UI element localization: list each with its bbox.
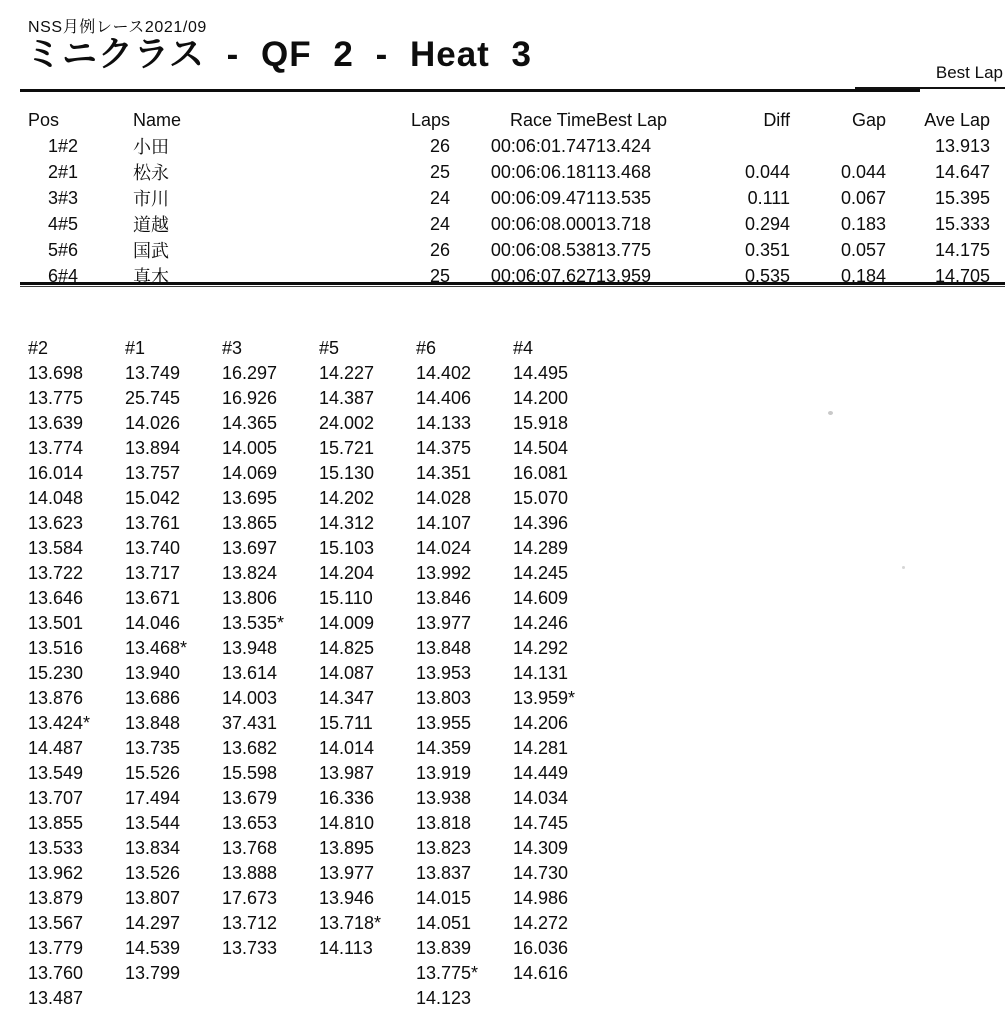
lap-time: 13.639 <box>28 413 84 433</box>
lap-time: 13.682 <box>222 738 278 758</box>
lap-column-header: #1 <box>125 338 146 358</box>
lap-time: 13.487 <box>28 988 84 1008</box>
result-row <box>28 237 990 263</box>
cell-diff: 0.044 <box>744 161 790 182</box>
cell-car: #2 <box>58 135 79 156</box>
lap-time: 15.130 <box>319 463 375 483</box>
lap-time: 14.227 <box>319 363 375 383</box>
lap-time: 13.775* <box>416 963 479 983</box>
lap-time: 13.946 <box>319 888 375 908</box>
lap-time: 13.848 <box>125 713 181 733</box>
lap-time: 15.598 <box>222 763 278 783</box>
cell-pos: 6 <box>47 265 58 286</box>
cell-car: #3 <box>58 187 79 208</box>
cell-car: #5 <box>58 213 79 234</box>
cell-diff: 0.535 <box>744 265 790 286</box>
lap-time: 13.824 <box>222 563 278 583</box>
cell-pos: 5 <box>47 239 58 260</box>
cell-gap: 0.184 <box>840 265 886 286</box>
result-row <box>28 133 990 159</box>
lap-column-header: #6 <box>416 338 437 358</box>
cell-best-lap: 13.775 <box>596 239 652 260</box>
lap-time: 14.204 <box>319 563 375 583</box>
lap-time: 14.375 <box>416 438 472 458</box>
lap-time: 13.760 <box>28 963 84 983</box>
cell-name: 市川 <box>133 189 169 209</box>
cell-ave-lap: 15.333 <box>934 213 990 234</box>
cell-ave-lap: 13.913 <box>934 135 990 156</box>
lap-time: 13.733 <box>222 938 278 958</box>
cell-best-lap: 13.718 <box>596 213 652 234</box>
lap-time: 14.069 <box>222 463 278 483</box>
best-lap-corner-label: Best Lap <box>855 63 1005 89</box>
lap-time: 14.131 <box>513 663 569 683</box>
cell-race-time: 00:06:06.181 <box>490 161 596 182</box>
cell-car: #1 <box>58 161 79 182</box>
lap-time: 14.087 <box>319 663 375 683</box>
lap-column-header: #4 <box>513 338 534 358</box>
lap-time: 13.855 <box>28 813 84 833</box>
table-divider <box>20 282 1005 287</box>
lap-time: 13.940 <box>125 663 181 683</box>
lap-time: 14.024 <box>416 538 472 558</box>
col-header-best-lap: Best Lap <box>596 110 668 130</box>
lap-time: 14.009 <box>319 613 375 633</box>
lap-time: 14.133 <box>416 413 472 433</box>
lap-time: 13.735 <box>125 738 181 758</box>
lap-time: 13.653 <box>222 813 278 833</box>
lap-time: 13.501 <box>28 613 84 633</box>
cell-gap: 0.044 <box>840 161 886 182</box>
lap-time: 13.953 <box>416 663 472 683</box>
lap-time: 14.048 <box>28 488 84 508</box>
col-header-pos: Pos <box>28 110 60 130</box>
lap-time: 13.533 <box>28 838 84 858</box>
lap-column-5 <box>319 336 416 1011</box>
lap-time: 14.402 <box>416 363 472 383</box>
lap-time: 13.848 <box>416 638 472 658</box>
title-divider <box>20 89 920 92</box>
lap-time: 14.495 <box>513 363 569 383</box>
lap-time: 14.005 <box>222 438 278 458</box>
cell-name: 国武 <box>133 241 169 261</box>
lap-time: 14.312 <box>319 513 375 533</box>
lap-time: 14.272 <box>513 913 569 933</box>
lap-time: 13.516 <box>28 638 84 658</box>
cell-laps: 26 <box>429 135 450 156</box>
lap-time: 14.365 <box>222 413 278 433</box>
lap-time: 13.955 <box>416 713 472 733</box>
lap-time: 14.202 <box>319 488 375 508</box>
cell-race-time: 00:06:08.538 <box>490 239 596 260</box>
lap-time: 13.468* <box>125 638 188 658</box>
lap-time: 15.526 <box>125 763 181 783</box>
event-title: NSS月例レース2021/09 <box>28 19 207 36</box>
lap-time: 16.014 <box>28 463 84 483</box>
lap-time: 14.347 <box>319 688 375 708</box>
lap-time: 13.888 <box>222 863 278 883</box>
lap-column-4 <box>513 336 610 1011</box>
lap-time: 24.002 <box>319 413 375 433</box>
lap-time: 15.721 <box>319 438 375 458</box>
lap-time: 13.919 <box>416 763 472 783</box>
cell-gap: 0.057 <box>840 239 886 260</box>
lap-time: 13.761 <box>125 513 181 533</box>
cell-diff: 0.351 <box>744 239 790 260</box>
cell-gap: 0.067 <box>840 187 886 208</box>
lap-time: 17.673 <box>222 888 278 908</box>
lap-time: 13.779 <box>28 938 84 958</box>
lap-time: 14.123 <box>416 988 472 1008</box>
lap-time: 15.103 <box>319 538 375 558</box>
lap-time: 13.707 <box>28 788 84 808</box>
cell-gap <box>790 133 886 159</box>
lap-column-1 <box>125 336 222 1011</box>
lap-time: 13.717 <box>125 563 181 583</box>
cell-race-time: 00:06:09.471 <box>490 187 596 208</box>
cell-car: #4 <box>58 265 79 286</box>
lap-time: 13.806 <box>222 588 278 608</box>
cell-laps: 25 <box>429 161 450 182</box>
lap-time: 15.230 <box>28 663 84 683</box>
lap-time: 14.406 <box>416 388 472 408</box>
lap-time: 14.539 <box>125 938 181 958</box>
lap-time: 14.387 <box>319 388 375 408</box>
lap-time: 15.918 <box>513 413 569 433</box>
cell-gap: 0.183 <box>840 213 886 234</box>
col-header-name: Name <box>133 110 182 130</box>
result-row <box>28 211 990 237</box>
lap-time: 13.584 <box>28 538 84 558</box>
lap-time: 13.718* <box>319 913 382 933</box>
lap-time: 14.616 <box>513 963 569 983</box>
cell-laps: 25 <box>429 265 450 286</box>
lap-time: 13.757 <box>125 463 181 483</box>
lap-time: 13.959* <box>513 688 576 708</box>
lap-time: 13.623 <box>28 513 84 533</box>
results-header-row <box>28 108 990 133</box>
lap-time: 13.839 <box>416 938 472 958</box>
cell-diff <box>700 133 790 159</box>
lap-time: 15.042 <box>125 488 181 508</box>
lap-time: 13.879 <box>28 888 84 908</box>
lap-time: 13.977 <box>319 863 375 883</box>
lap-time: 13.987 <box>319 763 375 783</box>
lap-time: 14.825 <box>319 638 375 658</box>
lap-time: 13.977 <box>416 613 472 633</box>
lap-chart <box>28 336 610 1011</box>
lap-time: 14.113 <box>319 938 373 958</box>
lap-time: 13.799 <box>125 963 181 983</box>
lap-time: 14.449 <box>513 763 569 783</box>
cell-best-lap: 13.959 <box>596 265 652 286</box>
lap-time: 13.698 <box>28 363 84 383</box>
lap-time: 13.846 <box>416 588 472 608</box>
col-header-car <box>58 108 133 133</box>
cell-ave-lap: 14.175 <box>934 239 990 260</box>
lap-time: 13.722 <box>28 563 84 583</box>
result-row <box>28 185 990 211</box>
lap-time: 13.671 <box>125 588 181 608</box>
cell-best-lap: 13.535 <box>596 187 652 208</box>
lap-time: 13.424* <box>28 713 91 733</box>
lap-time: 13.774 <box>28 438 84 458</box>
cell-pos: 4 <box>47 213 58 234</box>
lap-time: 14.028 <box>416 488 472 508</box>
lap-time: 14.986 <box>513 888 569 908</box>
lap-time: 13.837 <box>416 863 472 883</box>
scan-speck <box>828 411 833 415</box>
lap-time: 14.810 <box>319 813 375 833</box>
lap-time: 13.992 <box>416 563 472 583</box>
lap-time: 13.646 <box>28 588 84 608</box>
cell-name: 真木 <box>133 267 169 287</box>
lap-column-6 <box>416 336 513 1011</box>
lap-time: 16.926 <box>222 388 278 408</box>
lap-time: 16.336 <box>319 788 375 808</box>
scan-speck <box>902 566 905 569</box>
lap-column-header: #3 <box>222 338 243 358</box>
cell-name: 道越 <box>133 215 169 235</box>
lap-time: 15.110 <box>319 588 373 608</box>
col-header-gap: Gap <box>851 110 886 130</box>
lap-time: 13.962 <box>28 863 84 883</box>
lap-time: 16.297 <box>222 363 278 383</box>
cell-pos: 1 <box>47 135 58 156</box>
lap-time: 14.014 <box>319 738 375 758</box>
lap-column-3 <box>222 336 319 1011</box>
lap-time: 13.749 <box>125 363 181 383</box>
lap-time: 14.351 <box>416 463 472 483</box>
lap-time: 14.026 <box>125 413 181 433</box>
cell-name: 小田 <box>133 137 169 157</box>
lap-time: 13.544 <box>125 813 181 833</box>
lap-time: 13.948 <box>222 638 278 658</box>
lap-time: 13.535* <box>222 613 285 633</box>
lap-time: 14.745 <box>513 813 569 833</box>
lap-time: 13.807 <box>125 888 181 908</box>
col-header-race-time: Race Time <box>509 110 596 130</box>
lap-time: 14.359 <box>416 738 472 758</box>
page-title: ミニクラス - QF 2 - Heat 3 <box>26 35 533 74</box>
lap-time: 13.876 <box>28 688 84 708</box>
lap-time: 14.206 <box>513 713 569 733</box>
lap-time: 14.487 <box>28 738 84 758</box>
lap-time: 13.938 <box>416 788 472 808</box>
cell-laps: 26 <box>429 239 450 260</box>
lap-time: 13.768 <box>222 838 278 858</box>
lap-time: 25.745 <box>125 388 181 408</box>
lap-time: 16.036 <box>513 938 569 958</box>
cell-ave-lap: 15.395 <box>934 187 990 208</box>
lap-time: 17.494 <box>125 788 181 808</box>
lap-time: 14.015 <box>416 888 472 908</box>
col-header-ave-lap: Ave Lap <box>924 110 990 130</box>
lap-time: 14.730 <box>513 863 569 883</box>
lap-time: 14.504 <box>513 438 569 458</box>
lap-column-header: #2 <box>28 338 49 358</box>
lap-time: 13.894 <box>125 438 181 458</box>
lap-time: 37.431 <box>222 713 278 733</box>
lap-time: 15.711 <box>319 713 373 733</box>
results-table <box>28 108 990 289</box>
lap-time: 13.526 <box>125 863 181 883</box>
lap-time: 13.818 <box>416 813 472 833</box>
cell-ave-lap: 14.647 <box>934 161 990 182</box>
lap-time: 13.549 <box>28 763 84 783</box>
lap-time: 13.865 <box>222 513 278 533</box>
lap-time: 13.614 <box>222 663 278 683</box>
lap-time: 14.289 <box>513 538 569 558</box>
lap-time: 13.695 <box>222 488 278 508</box>
cell-laps: 24 <box>429 187 450 208</box>
lap-time: 13.823 <box>416 838 472 858</box>
cell-best-lap: 13.424 <box>596 135 652 156</box>
cell-race-time: 00:06:08.000 <box>490 213 596 234</box>
lap-time: 13.679 <box>222 788 278 808</box>
lap-time: 14.051 <box>416 913 472 933</box>
lap-time: 14.281 <box>513 738 569 758</box>
lap-time: 14.046 <box>125 613 181 633</box>
lap-time: 13.740 <box>125 538 181 558</box>
cell-pos: 2 <box>47 161 58 182</box>
results-body <box>28 133 990 289</box>
lap-time: 14.396 <box>513 513 569 533</box>
lap-time: 13.775 <box>28 388 84 408</box>
cell-pos: 3 <box>47 187 58 208</box>
lap-time: 15.070 <box>513 488 569 508</box>
lap-time: 14.297 <box>125 913 181 933</box>
lap-time: 13.697 <box>222 538 278 558</box>
lap-time: 13.567 <box>28 913 84 933</box>
lap-time: 14.292 <box>513 638 569 658</box>
lap-time: 14.245 <box>513 563 569 583</box>
cell-diff: 0.111 <box>747 187 790 208</box>
lap-column-header: #5 <box>319 338 340 358</box>
lap-time: 14.246 <box>513 613 569 633</box>
cell-diff: 0.294 <box>744 213 790 234</box>
col-header-diff: Diff <box>763 110 790 130</box>
lap-column-2 <box>28 336 125 1011</box>
lap-time: 14.034 <box>513 788 569 808</box>
result-row <box>28 159 990 185</box>
lap-time: 13.686 <box>125 688 181 708</box>
lap-time: 14.003 <box>222 688 278 708</box>
lap-time: 13.834 <box>125 838 181 858</box>
lap-time: 16.081 <box>513 463 569 483</box>
cell-best-lap: 13.468 <box>596 161 652 182</box>
lap-time: 14.200 <box>513 388 569 408</box>
lap-time: 14.609 <box>513 588 569 608</box>
lap-time: 14.107 <box>416 513 472 533</box>
lap-time: 13.895 <box>319 838 375 858</box>
col-header-laps: Laps <box>410 110 450 130</box>
lap-time: 13.803 <box>416 688 472 708</box>
cell-name: 松永 <box>133 163 169 183</box>
cell-race-time: 00:06:07.627 <box>490 265 596 286</box>
cell-car: #6 <box>58 239 79 260</box>
cell-laps: 24 <box>429 213 450 234</box>
lap-time: 13.712 <box>222 913 278 933</box>
cell-race-time: 00:06:01.747 <box>490 135 596 156</box>
lap-time: 14.309 <box>513 838 569 858</box>
cell-ave-lap: 14.705 <box>934 265 990 286</box>
